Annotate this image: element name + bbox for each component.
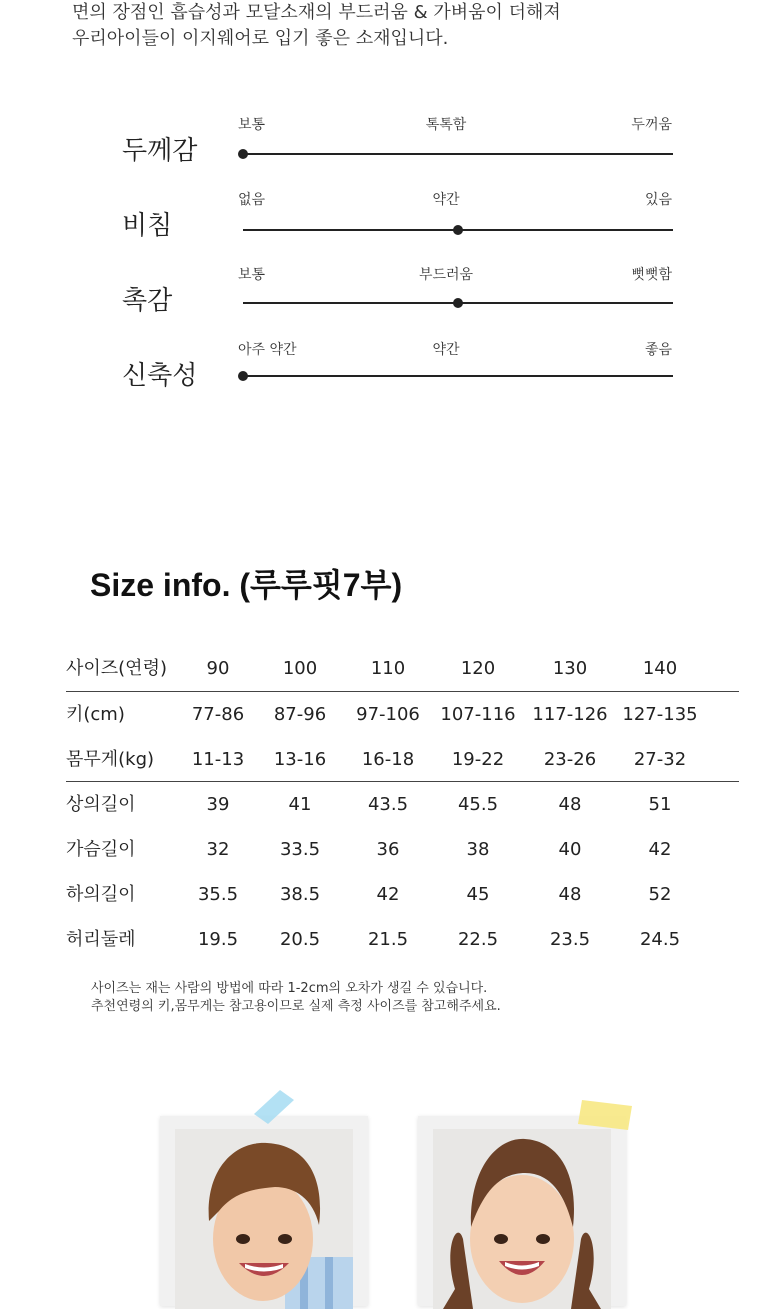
boy-photo-card — [160, 1116, 368, 1306]
table-cell: 41 — [288, 794, 312, 815]
scale-left-label: 보통 — [238, 117, 266, 133]
table-cell: 51 — [648, 794, 672, 815]
table-cell: 107-116 — [440, 704, 516, 725]
size-info-title: Size info. (루루핏7부) — [90, 567, 403, 603]
table-cell: 127-135 — [622, 704, 698, 725]
table-cell: 38 — [466, 839, 490, 860]
note-line-2: 추천연령의 키,몸무게는 참고용이므로 실제 측정 사이즈를 참고해주세요. — [91, 999, 501, 1014]
table-cell: 36 — [376, 839, 400, 860]
property-touch — [0, 262, 780, 322]
table-cell: 32 — [206, 839, 230, 860]
property-name: 비침 — [122, 211, 173, 241]
table-cell: 24.5 — [639, 929, 681, 950]
table-row — [0, 737, 780, 782]
table-cell: 23.5 — [549, 929, 591, 950]
scale-left-label: 아주 약간 — [238, 342, 297, 358]
boy-photo-tape — [254, 1090, 294, 1124]
property-name: 신축성 — [122, 361, 198, 391]
intro-line-1: 면의 장점인 흡습성과 모달소재의 부드러움 & 가벼움이 더해져 — [72, 2, 561, 23]
table-cell: 48 — [558, 794, 582, 815]
table-row — [0, 827, 780, 872]
table-cell: 42 — [648, 839, 672, 860]
table-header-cell: 90 — [206, 658, 230, 679]
scale-left-label: 보통 — [238, 267, 266, 283]
table-cell: 27-32 — [633, 749, 687, 770]
scale-marker — [453, 298, 463, 308]
scale-right-label: 있음 — [644, 192, 672, 208]
table-cell: 42 — [376, 884, 400, 905]
table-cell: 117-126 — [532, 704, 608, 725]
table-header-cell: 140 — [642, 658, 678, 679]
table-cell: 48 — [558, 884, 582, 905]
table-cell: 16-18 — [361, 749, 415, 770]
table-cell: 23-26 — [543, 749, 597, 770]
scale-line — [243, 153, 673, 155]
table-cell: 가슴길이 — [66, 839, 136, 860]
girl-photo-tape — [578, 1100, 632, 1130]
intro-text — [72, 0, 561, 52]
scale-right-label: 좋음 — [644, 342, 672, 358]
property-name: 두께감 — [122, 136, 198, 166]
table-header-cell: 130 — [552, 658, 588, 679]
scale-middle-label: 약간 — [432, 342, 460, 358]
scale-middle-label: 약간 — [432, 192, 460, 208]
scale-right-label: 뻣뻣함 — [631, 267, 672, 283]
table-cell: 21.5 — [367, 929, 409, 950]
table-cell: 11-13 — [191, 749, 245, 770]
table-cell: 19.5 — [197, 929, 239, 950]
property-name: 촉감 — [122, 286, 173, 316]
property-transparency — [0, 187, 780, 247]
size-notes — [91, 980, 501, 1016]
table-header-cell: 100 — [282, 658, 318, 679]
table-cell: 22.5 — [457, 929, 499, 950]
property-thickness — [0, 112, 780, 172]
table-cell: 허리둘레 — [66, 929, 136, 950]
table-cell: 20.5 — [279, 929, 321, 950]
table-cell: 45.5 — [457, 794, 499, 815]
girl-photo-card — [418, 1116, 626, 1306]
scale-left-label: 없음 — [238, 192, 266, 208]
boy-photo — [175, 1129, 353, 1309]
scale-marker — [238, 371, 248, 381]
table-cell: 87-96 — [273, 704, 327, 725]
table-cell: 39 — [206, 794, 230, 815]
table-row — [0, 782, 780, 827]
table-header-row — [0, 646, 780, 691]
scale-marker — [238, 149, 248, 159]
table-cell: 13-16 — [273, 749, 327, 770]
scale-middle-label: 톡톡함 — [425, 117, 467, 133]
table-cell: 몸무게(kg) — [66, 749, 155, 770]
scale-line — [243, 375, 673, 377]
intro-line-2: 우리아이들이 이지웨어로 입기 좋은 소재입니다. — [72, 28, 449, 49]
table-header-cell: 120 — [460, 658, 496, 679]
table-row — [0, 692, 780, 737]
table-row — [0, 872, 780, 917]
table-cell: 97-106 — [356, 704, 420, 725]
girl-photo — [433, 1129, 611, 1309]
scale-marker — [453, 225, 463, 235]
table-cell: 상의길이 — [66, 794, 136, 815]
scale-right-label: 두꺼움 — [631, 117, 672, 133]
table-cell: 19-22 — [451, 749, 505, 770]
property-elasticity — [0, 337, 780, 397]
table-cell: 77-86 — [191, 704, 245, 725]
note-line-1: 사이즈는 재는 사람의 방법에 따라 1-2cm의 오차가 생길 수 있습니다. — [91, 981, 488, 996]
table-cell: 35.5 — [197, 884, 239, 905]
table-cell: 38.5 — [279, 884, 321, 905]
table-cell: 45 — [466, 884, 490, 905]
table-cell: 키(cm) — [66, 704, 125, 725]
table-cell: 33.5 — [279, 839, 321, 860]
table-header-cell: 110 — [370, 658, 406, 679]
table-cell: 52 — [648, 884, 672, 905]
table-cell: 40 — [558, 839, 582, 860]
table-cell: 43.5 — [367, 794, 409, 815]
table-header-cell: 사이즈(연령) — [66, 658, 167, 679]
table-cell: 하의길이 — [66, 884, 136, 905]
table-row — [0, 917, 780, 962]
scale-middle-label: 부드러움 — [418, 267, 474, 283]
